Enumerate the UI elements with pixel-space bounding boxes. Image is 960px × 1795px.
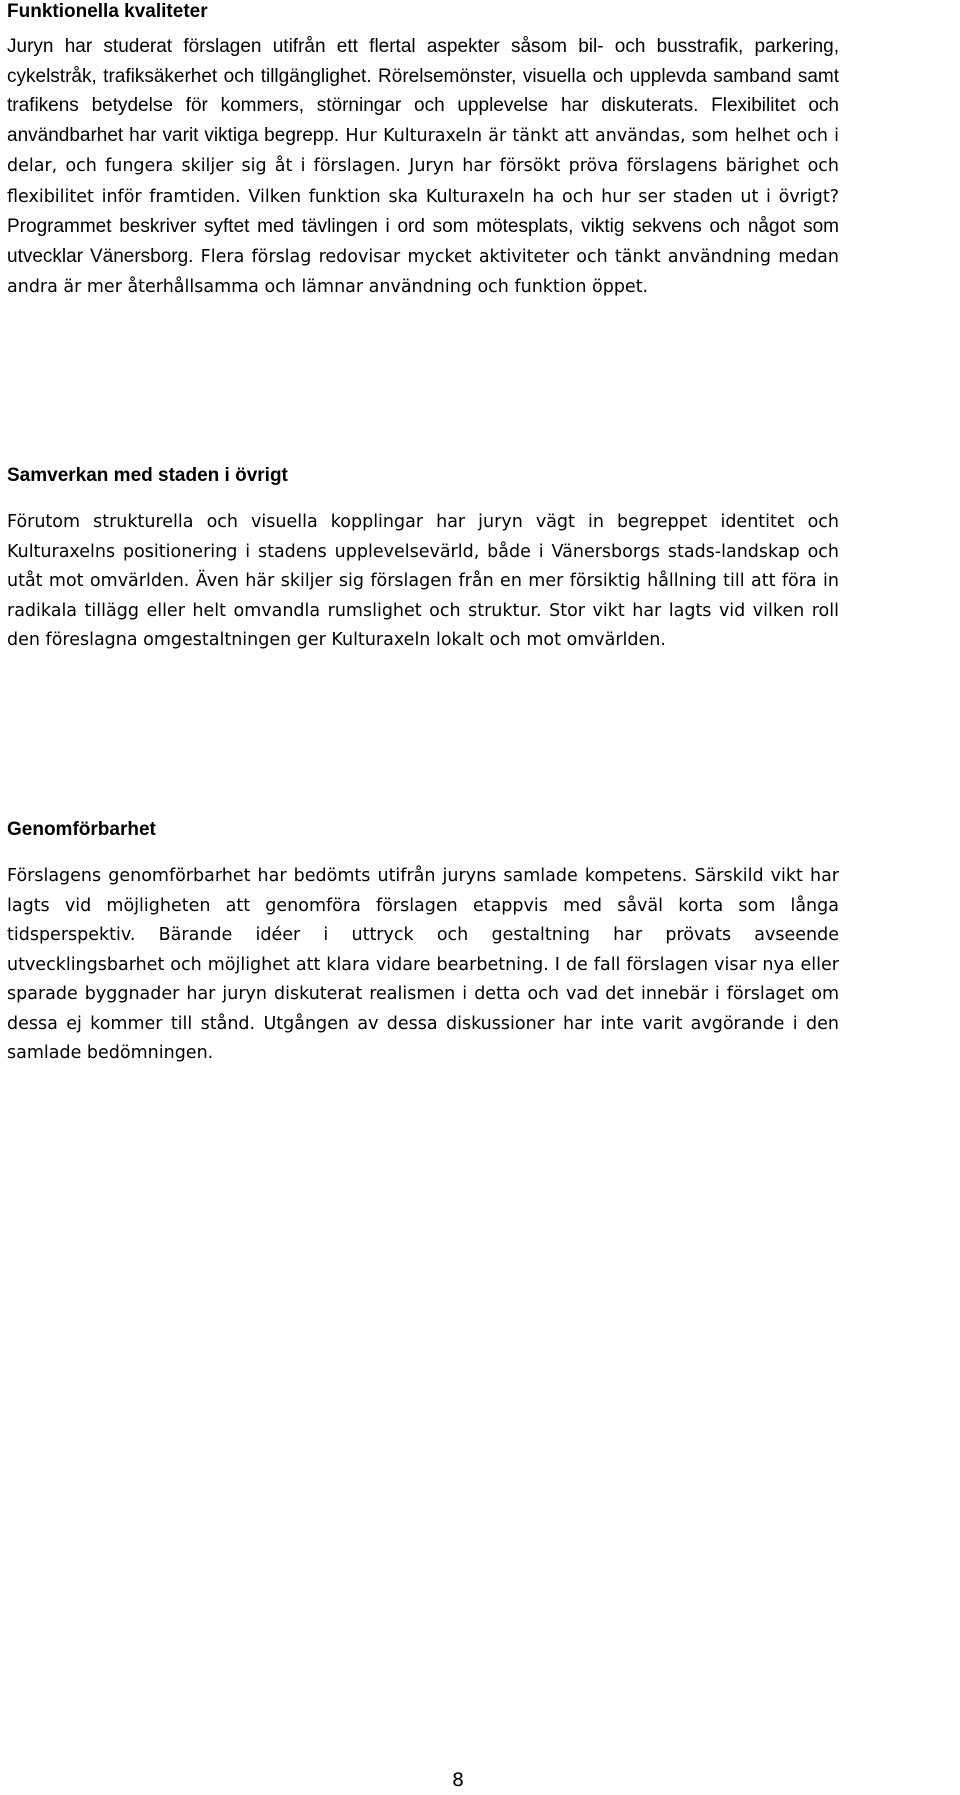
- section-paragraph: Förslagens genomförbarhet har bedömts utifrån juryns samlade kompetens. Särskild vikt har lagts vid möjligheten att genomföra förslagen etappvis med såväl korta som långa tidsperspektiv. Bärande idéer i uttryck och gestaltning har prövats avseende utvecklingsbarhet och möjlighet att klara vidare bearbetning. I de fall förslagen visar nya eller sparade byggnader har juryn diskuterat realismen i detta och vad det innebär i förslaget om dessa ej kommer till stånd. Utgången av dessa diskussioner har inte varit avgörande i den samlade bedömningen.: [7, 866, 839, 1063]
- section-funktionella-kvaliteter: [7, 0, 839, 303]
- section-heading: Samverkan med staden i övrigt: [7, 465, 288, 486]
- section-samverkan: [7, 464, 839, 656]
- section-paragraph: [7, 32, 839, 303]
- page-number: 8: [452, 1769, 465, 1791]
- paragraph-text: Juryn har studerat förslagen utifrån ett flertal aspekter såsom bil- och busstrafik, parkering, cykelstråk, trafiksäkerhet och tillgänglighet. Rörelsemönster, visuella och upplevda samband samt trafikens betydelse för kommers, störningar och upplevelse har diskuterats. Flexibilitet och användbarhet har varit viktiga begrepp.: [7, 36, 839, 146]
- paragraph-text: Programmet beskriver syftet med tävlingen i ord som mötesplats, viktig sekvens och något som utvecklar Vänersborg.: [7, 216, 839, 267]
- paragraph-text: Hur Kulturaxeln är tänkt att användas, som helhet och i delar, och fungera skiljer sig åt i förslagen. Juryn har försökt pröva förslagens bärighet och flexibilitet inför framtiden. Vilken funktion ska Kulturaxeln ha och hur ser staden ut i övrigt?: [7, 125, 840, 207]
- section-paragraph: Förutom strukturella och visuella kopplingar har juryn vägt in begreppet identitet och Kulturaxelns positionering i stadens upplevelsevärld, både i Vänersborgs stads-landskap och utåt mot omvärlden. Även här skiljer sig förslagen från en mer försiktig hållning till att föra in radikala tillägg eller helt omvandla rumslighet och struktur. Stor vikt har lagts vid vilken roll den föreslagna omgestaltningen ger Kulturaxeln lokalt och mot omvärlden.: [7, 512, 839, 650]
- paragraph-text: Flera förslag redovisar mycket aktiviteter och tänkt användning medan andra är mer återhållsamma och lämnar användning och funktion öppet.: [7, 246, 839, 297]
- section-heading: Genomförbarhet: [7, 819, 156, 840]
- section-genomforbarhet: [7, 818, 839, 1069]
- section-heading: Funktionella kvaliteter: [7, 1, 208, 22]
